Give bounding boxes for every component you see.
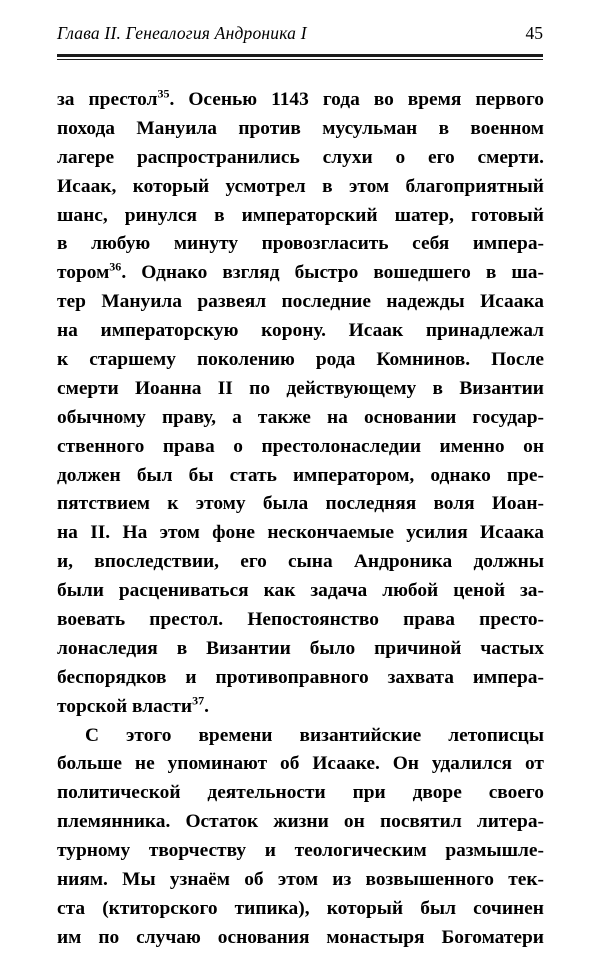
word: сына [288, 551, 333, 573]
word: воевать [57, 609, 126, 631]
text-line [57, 635, 544, 664]
word: Мы [122, 869, 156, 891]
word: византийские [299, 724, 422, 746]
word: года [322, 89, 360, 110]
word: этом [159, 522, 200, 544]
word: в [432, 377, 444, 399]
word: он [523, 435, 544, 457]
word: именно [439, 435, 505, 457]
text-line [57, 664, 544, 693]
text-line [57, 173, 544, 202]
word: тек- [508, 869, 544, 891]
word: Исаака [480, 522, 544, 544]
word: частых [480, 637, 544, 659]
word: любой [382, 580, 439, 602]
word: распространились [136, 146, 300, 168]
word: возвышенного [365, 869, 494, 891]
word: бы [188, 464, 214, 486]
word: за [57, 89, 75, 110]
word: действующему [286, 377, 417, 399]
word: благоприятный [405, 175, 544, 197]
word: лагере [57, 146, 115, 168]
word: права [162, 435, 215, 457]
word: и [264, 840, 276, 862]
word: Исаак, [57, 175, 117, 197]
text-line [57, 808, 544, 837]
word: усилия [406, 522, 468, 544]
word: провозгласить [261, 233, 389, 255]
word: Комнинов. [376, 349, 471, 371]
word: Андроника [353, 551, 453, 573]
word: удалился [431, 753, 513, 775]
text-line [57, 750, 544, 779]
word: ниям. [57, 869, 108, 891]
text-line [57, 519, 544, 548]
page-number: 45 [525, 23, 543, 43]
word: по [98, 926, 120, 948]
word: монастыря [326, 926, 425, 948]
word: мусульман [322, 117, 418, 139]
word: вошедшего [373, 262, 471, 284]
word: должны [473, 551, 544, 573]
word: к [57, 349, 69, 371]
word: основания [217, 926, 310, 948]
word: быстро [294, 262, 359, 284]
word: племянника. [57, 811, 171, 833]
word: в [176, 637, 188, 659]
text-line [57, 202, 544, 231]
word: Византии [459, 377, 544, 399]
word: в [214, 204, 225, 226]
word: не [134, 753, 155, 775]
word: пятствием [57, 493, 151, 515]
word: летописцы [448, 724, 544, 746]
word: Богоматери [441, 926, 544, 948]
word: импера- [472, 666, 544, 688]
word: на [57, 320, 78, 342]
word: похода [57, 117, 115, 139]
word: посвятил [379, 811, 462, 833]
word: (ктиторского [102, 897, 218, 919]
word: лонаследия [57, 637, 158, 659]
word: задача [310, 580, 368, 602]
word: впоследствии, [94, 551, 220, 573]
word: императорскую [100, 320, 239, 342]
word: литера- [476, 811, 544, 833]
word: беспорядков [57, 666, 167, 688]
word: Однако [141, 262, 208, 284]
word: смерти. [477, 146, 544, 168]
word: захвата [387, 666, 454, 688]
word: упоминают [167, 753, 268, 775]
word: время [407, 89, 462, 110]
word: С [85, 724, 100, 746]
word: этого [126, 724, 172, 746]
word: расцениваться [118, 580, 249, 602]
word: по [249, 377, 271, 399]
word: политической [57, 782, 181, 804]
word: престол. [149, 609, 224, 631]
word: импера- [472, 233, 544, 255]
word: воля [433, 493, 475, 515]
word: случаю [136, 926, 201, 948]
text-line [57, 230, 544, 259]
word: Исаака [480, 291, 544, 313]
word: во [373, 89, 394, 110]
word: узнаём [169, 869, 230, 891]
footnote-marker: 36 [109, 259, 122, 274]
word: торской [57, 695, 128, 717]
word: этому [195, 493, 246, 515]
word: старшему [89, 349, 176, 371]
text-line [57, 606, 544, 635]
word: нескончаемые [267, 522, 394, 544]
word: Мануила [101, 291, 182, 313]
word: основании [363, 406, 457, 428]
word: Осенью [188, 89, 258, 110]
text-line [57, 404, 544, 433]
word: и, [57, 551, 74, 573]
word: на [57, 522, 78, 544]
word: Остаток [185, 811, 259, 833]
word: от [524, 753, 544, 775]
text-line [57, 288, 544, 317]
word: тором$^{36}$. [57, 259, 127, 284]
text-line [57, 375, 544, 404]
word: власти$^{37}$. [132, 693, 209, 717]
word: шанс, [57, 204, 108, 226]
word: готовый [470, 204, 544, 226]
word: любую [91, 233, 151, 255]
word: размышле- [445, 840, 544, 862]
word: против [238, 117, 301, 139]
text-line [57, 115, 544, 144]
word: творчеству [148, 840, 247, 862]
text-line [57, 144, 544, 173]
word: этом [348, 175, 390, 197]
word: пре- [506, 464, 544, 486]
word: обычному [57, 406, 146, 428]
text-line [57, 433, 544, 462]
word: права [403, 609, 455, 631]
word: императорский [241, 204, 378, 226]
word: в [57, 233, 68, 255]
word: праву, [161, 406, 217, 428]
word: об [280, 753, 300, 775]
footnote-marker: 37 [192, 693, 205, 708]
word: был [420, 897, 456, 919]
word: надежды [386, 291, 465, 313]
text-line [57, 837, 544, 866]
word: первого [475, 89, 544, 110]
word: дворе [412, 782, 462, 804]
word: им [57, 926, 82, 948]
word: а [232, 406, 242, 428]
text-line [57, 346, 544, 375]
word: теологическим [294, 840, 427, 862]
paragraph [57, 722, 544, 953]
word: Он [392, 753, 419, 775]
word: смерти [57, 377, 119, 399]
word: корону. [261, 320, 326, 342]
word: престолонаследии [261, 435, 421, 457]
word: к [167, 493, 179, 515]
word: он [343, 811, 365, 833]
paragraph [57, 86, 544, 722]
word: ста [57, 897, 86, 919]
word: себя [412, 233, 450, 255]
word: его [240, 551, 267, 573]
word: стать [229, 464, 277, 486]
word: военном [470, 117, 544, 139]
word: который [326, 897, 404, 919]
word: Иоанна [134, 377, 202, 399]
rule-thin [57, 59, 543, 60]
word: ша- [511, 262, 544, 284]
word: времени [198, 724, 273, 746]
text-line [57, 490, 544, 519]
word: развеял [197, 291, 267, 313]
word: об [244, 869, 264, 891]
word: была [262, 493, 309, 515]
word: также [257, 406, 311, 428]
word: и [185, 666, 197, 688]
word: Мануила [136, 117, 217, 139]
word: в [438, 117, 450, 139]
word: тер [57, 291, 86, 313]
word: о [395, 146, 406, 168]
word: в [485, 262, 497, 284]
word: противоправного [215, 666, 369, 688]
text-line [57, 895, 544, 924]
word: престо- [479, 609, 544, 631]
word: деятельности [207, 782, 326, 804]
word: как [263, 580, 296, 602]
word: должен [57, 464, 121, 486]
word: шатер, [394, 204, 454, 226]
word: фоне [212, 522, 255, 544]
word: из [332, 869, 352, 891]
text-line [57, 577, 544, 606]
word: турному [57, 840, 131, 862]
word: 1143 [271, 89, 309, 110]
word: типика), [234, 897, 310, 919]
word: был [136, 464, 173, 486]
word: На [122, 522, 148, 544]
text-line [57, 86, 544, 115]
word: II. [90, 522, 111, 544]
word: о [233, 435, 243, 457]
word: Исааке. [312, 753, 380, 775]
word: рода [315, 349, 356, 371]
body-text-block [57, 86, 544, 953]
word: однако [430, 464, 491, 486]
word: усмотрел [225, 175, 306, 197]
text-line [57, 779, 544, 808]
word: минуту [173, 233, 239, 255]
word: было [309, 637, 356, 659]
word: этом [277, 869, 319, 891]
word: последние [281, 291, 371, 313]
word: После [491, 349, 544, 371]
word: Непостоянство [247, 609, 379, 631]
word: в [322, 175, 333, 197]
text-line [57, 462, 544, 491]
footnote-marker: 35 [157, 86, 170, 101]
word: его [428, 146, 455, 168]
word: II [217, 377, 233, 399]
word: были [57, 580, 104, 602]
word: принадлежал [425, 320, 544, 342]
word: больше [57, 753, 122, 775]
text-line [57, 548, 544, 577]
word: Исаак [348, 320, 404, 342]
text-line [57, 259, 544, 288]
word: государ- [472, 406, 544, 428]
word: Иоан- [491, 493, 544, 515]
word: императором, [293, 464, 415, 486]
word: жизни [273, 811, 329, 833]
word: за- [520, 580, 544, 602]
word: ценой [453, 580, 506, 602]
word: ственного [57, 435, 145, 457]
word: сочинен [473, 897, 544, 919]
text-line [57, 924, 544, 953]
running-head [57, 23, 543, 44]
word: взгляд [222, 262, 280, 284]
word: Византии [206, 637, 291, 659]
word: престол$^{35}$. [88, 86, 175, 110]
word: который [132, 175, 210, 197]
word: на [327, 406, 348, 428]
text-line [57, 693, 544, 722]
word: причиной [374, 637, 462, 659]
word: своего [488, 782, 544, 804]
word: при [352, 782, 386, 804]
word: слухи [322, 146, 373, 168]
running-head-title: Глава II. Генеалогия Андроника I [57, 23, 307, 43]
text-line [57, 722, 544, 751]
text-line [57, 866, 544, 895]
word: последняя [325, 493, 417, 515]
word: ринулся [124, 204, 198, 226]
header-divider-rule [57, 54, 543, 60]
text-line [57, 317, 544, 346]
word: поколению [196, 349, 295, 371]
